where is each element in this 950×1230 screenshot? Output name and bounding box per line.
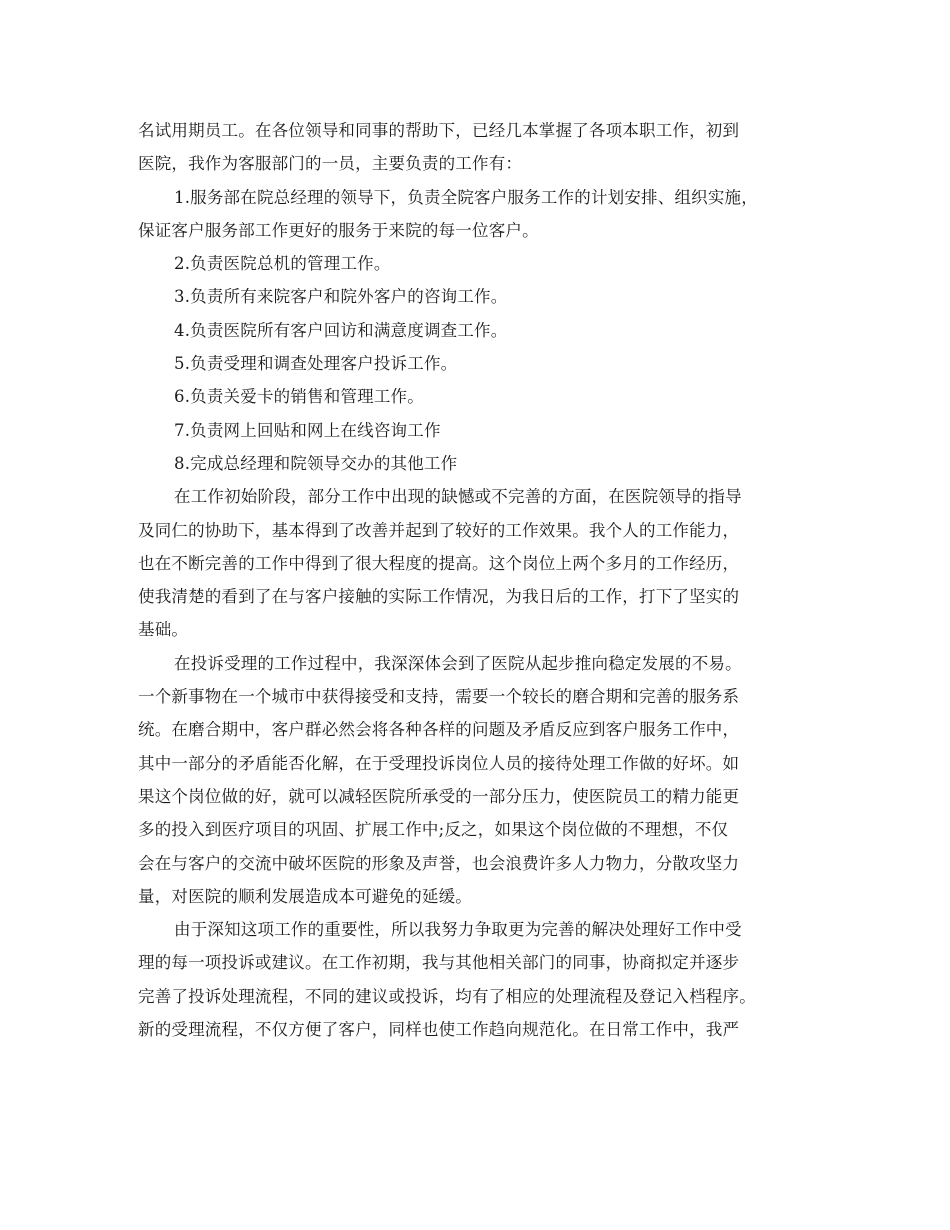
text-line: 使我清楚的看到了在与客户接触的实际工作情况，为我日后的工作，打下了坚实的: [138, 587, 740, 607]
text-line: 也在不断完善的工作中得到了很大程度的提高。这个岗位上两个多月的工作经历，: [138, 553, 740, 573]
text-line: 4.负责医院所有客户回访和满意度调查工作。: [174, 320, 508, 340]
text-line: 5.负责受理和调查处理客户投诉工作。: [174, 354, 458, 374]
text-line: 一个新事物在一个城市中获得接受和支持，需要一个较长的磨合期和完善的服务系: [138, 687, 740, 707]
text-line: 保证客户服务部工作更好的服务于来院的每一位客户。: [138, 220, 539, 240]
text-line: 1.服务部在院总经理的领导下，负责全院客户服务工作的计划安排、组织实施，: [174, 187, 758, 207]
document-body: [138, 114, 818, 1046]
text-line: 8.完成总经理和院领导交办的其他工作: [174, 453, 458, 473]
text-line: 会在与客户的交流中破坏医院的形象及声誉，也会浪费许多人力物力，分散攻坚力: [138, 853, 740, 873]
text-line: 及同仁的协助下，基本得到了改善并起到了较好的工作效果。我个人的工作能力，: [138, 520, 740, 540]
text-line: 新的受理流程，不仅方便了客户，同样也使工作趋向规范化。在日常工作中，我严: [138, 1020, 740, 1040]
text-line: 理的每一项投诉或建议。在工作初期，我与其他相关部门的同事，协商拟定并逐步: [138, 953, 740, 973]
text-line: 果这个岗位做的好，就可以减轻医院所承受的一部分压力，使医院员工的精力能更: [138, 786, 740, 806]
text-line: 3.负责所有来院客户和院外客户的咨询工作。: [174, 287, 508, 307]
text-line: 在工作初始阶段，部分工作中出现的缺憾或不完善的方面，在医院领导的指导: [174, 487, 742, 507]
text-line: 量，对医院的顺利发展造成本可避免的延缓。: [138, 886, 472, 906]
text-line: 完善了投诉处理流程，不同的建议或投诉，均有了相应的处理流程及登记入档程序。: [138, 986, 756, 1006]
text-line: 7.负责网上回贴和网上在线咨询工作: [174, 420, 441, 440]
text-line: 医院，我作为客服部门的一员，主要负责的工作有：: [138, 154, 523, 174]
text-line: 其中一部分的矛盾能否化解，在于受理投诉岗位人员的接待处理工作做的好坏。如: [138, 753, 740, 773]
text-line: 2.负责医院总机的管理工作。: [174, 254, 391, 274]
text-line: 基础。: [138, 620, 189, 640]
text-line: 6.负责关爱卡的销售和管理工作。: [174, 387, 424, 407]
text-line: 多的投入到医疗项目的巩固、扩展工作中;反之，如果这个岗位做的不理想，不仅: [138, 820, 729, 840]
text-line: 统。在磨合期中，客户群必然会将各种各样的问题及矛盾反应到客户服务工作中，: [138, 720, 740, 740]
text-line: 由于深知这项工作的重要性，所以我努力争取更为完善的解决处理好工作中受: [174, 920, 742, 940]
text-line: 在投诉受理的工作过程中，我深深体会到了医院从起步推向稳定发展的不易。: [174, 653, 742, 673]
text-line: 名试用期员工。在各位领导和同事的帮助下，已经几本掌握了各项本职工作，初到: [138, 121, 740, 140]
